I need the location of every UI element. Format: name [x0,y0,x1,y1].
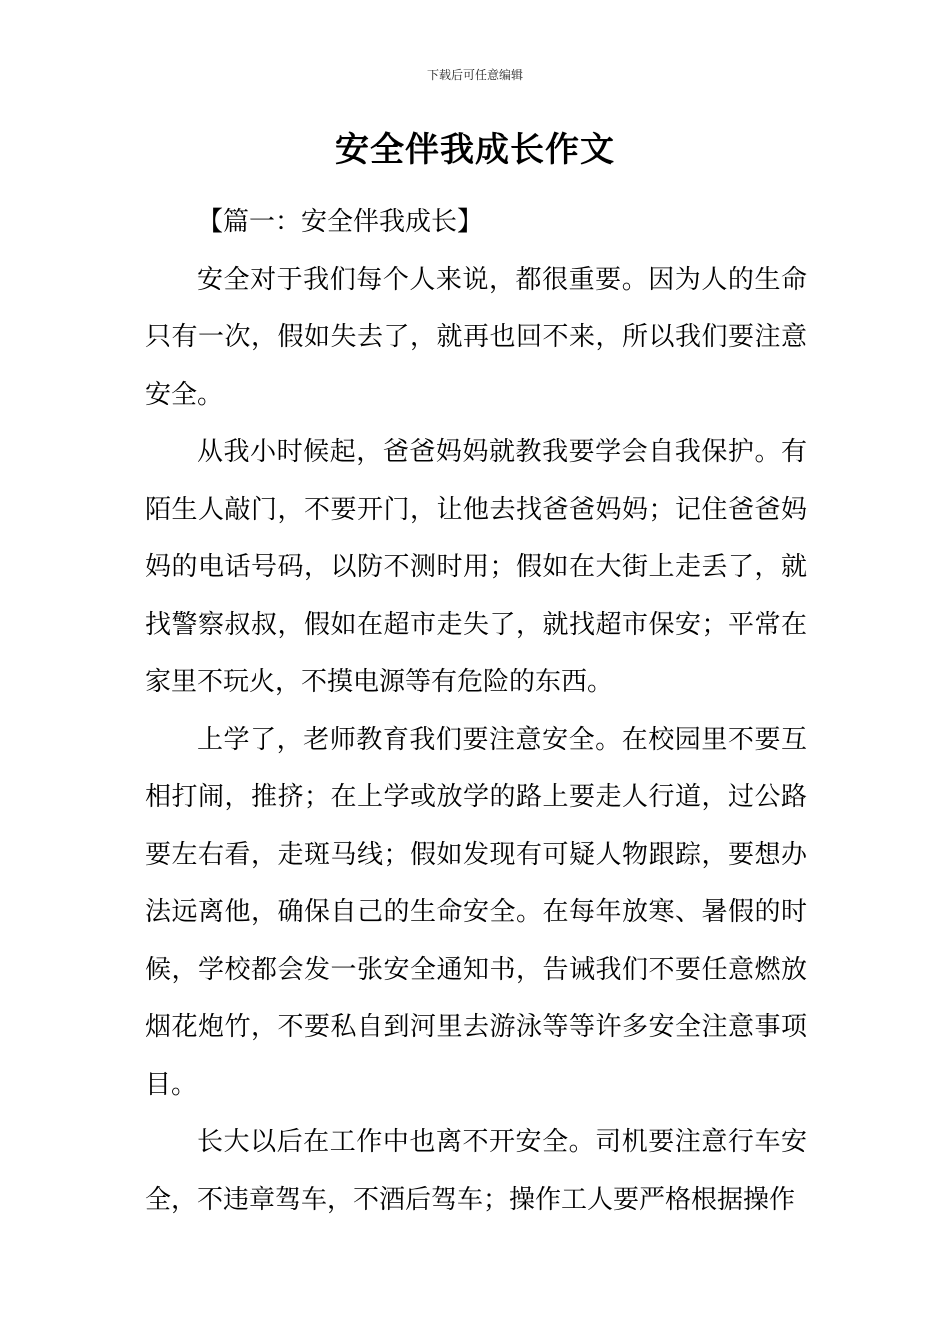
document-title: 安全伴我成长作文 [335,130,615,170]
section-heading: 【篇一：安全伴我成长】 [197,207,484,237]
paragraph-2: 从我小时候起，爸爸妈妈就教我要学会自我保护。有陌生人敲门，不要开门，让他去找爸爸妈妈；记住爸爸妈妈的电话号码，以防不测时用；假如在大街上走丢了，就找警察叔叔，假如在超市走失了，就找超市保安；平常在家里不玩火，不摸电源等有危险的东西。 [145,437,807,697]
header-note: 下载后可任意编辑 [426,68,523,82]
document-body [145,194,807,1229]
paragraph-3: 上学了，老师教育我们要注意安全。在校园里不要互相打闹，推挤；在上学或放学的路上要走人行道，过公路要左右看，走斑马线；假如发现有可疑人物跟踪，要想办法远离他，确保自己的生命安全。在每年放寒、暑假的时候，学校都会发一张安全通知书，告诫我们不要任意燃放烟花炮竹，不要私自到河里去游泳等等许多安全注意事项目。 [145,724,807,1100]
paragraph-1: 安全对于我们每个人来说，都很重要。因为人的生命只有一次，假如失去了，就再也回不来，所以我们要注意安全。 [145,264,807,410]
paragraph-4: 长大以后在工作中也离不开安全。司机要注意行车安全，不违章驾车，不酒后驾车；操作工人要严格根据操作 [145,1127,807,1215]
